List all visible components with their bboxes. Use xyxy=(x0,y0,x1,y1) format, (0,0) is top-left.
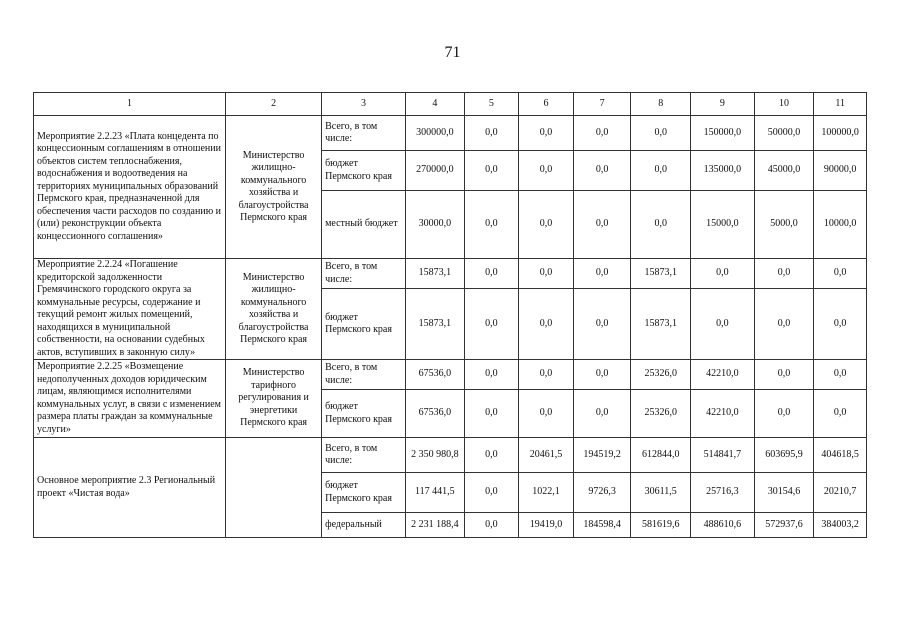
column-number: 11 xyxy=(814,93,867,116)
value-cell: 150000,0 xyxy=(691,116,755,151)
value-cell: 42210,0 xyxy=(691,360,755,390)
value-cell: 0,0 xyxy=(573,360,631,390)
value-cell: 0,0 xyxy=(814,289,867,360)
executor-cell: Министерство жилищно-коммунального хозяйства и благоустройства Пермского края xyxy=(226,116,322,259)
table-row xyxy=(34,438,867,473)
value-cell: 20210,7 xyxy=(814,473,867,513)
value-cell: 15873,1 xyxy=(631,259,691,289)
value-cell: 100000,0 xyxy=(814,116,867,151)
value-cell: 25326,0 xyxy=(631,360,691,390)
value-cell: 15873,1 xyxy=(631,289,691,360)
value-cell: 0,0 xyxy=(573,259,631,289)
column-number: 3 xyxy=(322,93,406,116)
value-cell: 0,0 xyxy=(814,259,867,289)
value-cell: 0,0 xyxy=(814,390,867,438)
funding-source: бюджет Пермского края xyxy=(322,390,406,438)
value-cell: 0,0 xyxy=(573,151,631,191)
value-cell: 5000,0 xyxy=(754,191,814,259)
column-number: 10 xyxy=(754,93,814,116)
value-cell: 603695,9 xyxy=(754,438,814,473)
funding-source: местный бюджет xyxy=(322,191,406,259)
value-cell: 0,0 xyxy=(464,151,519,191)
funding-source: бюджет Пермского края xyxy=(322,473,406,513)
column-number: 7 xyxy=(573,93,631,116)
value-cell: 184598,4 xyxy=(573,513,631,538)
executor-cell: Министерство жилищно-коммунального хозяйства и благоустройства Пермского края xyxy=(226,259,322,360)
budget-table xyxy=(33,92,867,538)
measure-title: Основное мероприятие 2.3 Региональный проект «Чистая вода» xyxy=(34,438,226,538)
value-cell: 45000,0 xyxy=(754,151,814,191)
value-cell: 0,0 xyxy=(519,259,574,289)
value-cell: 2 231 188,4 xyxy=(406,513,465,538)
value-cell: 0,0 xyxy=(573,116,631,151)
value-cell: 0,0 xyxy=(573,390,631,438)
funding-source: бюджет Пермского края xyxy=(322,289,406,360)
value-cell: 0,0 xyxy=(519,289,574,360)
value-cell: 0,0 xyxy=(519,191,574,259)
value-cell: 0,0 xyxy=(464,438,519,473)
value-cell: 67536,0 xyxy=(406,360,465,390)
value-cell: 0,0 xyxy=(464,473,519,513)
value-cell: 90000,0 xyxy=(814,151,867,191)
value-cell: 135000,0 xyxy=(691,151,755,191)
value-cell: 25716,3 xyxy=(691,473,755,513)
value-cell: 0,0 xyxy=(631,191,691,259)
measure-title: Мероприятие 2.2.23 «Плата концедента по концессионным соглашениям в отношении объектов систем теплоснабжения, водоснабжения и водоотведения на территориях муниципальных образований Пермского края, предназначенной для обеспечения части расходов по созданию и (или) реконструкции объекта концессионного соглашения» xyxy=(34,116,226,259)
value-cell: 0,0 xyxy=(464,390,519,438)
value-cell: 488610,6 xyxy=(691,513,755,538)
value-cell: 10000,0 xyxy=(814,191,867,259)
value-cell: 2 350 980,8 xyxy=(406,438,465,473)
funding-source: Всего, в том числе: xyxy=(322,360,406,390)
value-cell: 0,0 xyxy=(631,151,691,191)
page-number: 71 xyxy=(444,44,461,61)
funding-source: федеральный xyxy=(322,513,406,538)
value-cell: 0,0 xyxy=(464,116,519,151)
value-cell: 0,0 xyxy=(754,360,814,390)
column-number: 8 xyxy=(631,93,691,116)
value-cell: 270000,0 xyxy=(406,151,465,191)
value-cell: 15000,0 xyxy=(691,191,755,259)
value-cell: 0,0 xyxy=(691,259,755,289)
value-cell: 404618,5 xyxy=(814,438,867,473)
value-cell: 15873,1 xyxy=(406,289,465,360)
column-number: 2 xyxy=(226,93,322,116)
value-cell: 0,0 xyxy=(464,360,519,390)
table-row xyxy=(34,259,867,289)
value-cell: 581619,6 xyxy=(631,513,691,538)
value-cell: 300000,0 xyxy=(406,116,465,151)
measure-title: Мероприятие 2.2.25 «Возмещение недополученных доходов юридическим лицам, являющимся исполнителями коммунальных услуг, в связи с изменением размера платы граждан за коммунальные услуги» xyxy=(34,360,226,438)
funding-source: бюджет Пермского края xyxy=(322,151,406,191)
value-cell: 194519,2 xyxy=(573,438,631,473)
column-number: 4 xyxy=(406,93,465,116)
value-cell: 0,0 xyxy=(464,289,519,360)
value-cell: 0,0 xyxy=(464,513,519,538)
column-number-row xyxy=(34,93,867,116)
value-cell: 117 441,5 xyxy=(406,473,465,513)
funding-source: Всего, в том числе: xyxy=(322,438,406,473)
value-cell: 42210,0 xyxy=(691,390,755,438)
value-cell: 0,0 xyxy=(464,259,519,289)
value-cell: 30000,0 xyxy=(406,191,465,259)
value-cell: 612844,0 xyxy=(631,438,691,473)
value-cell: 384003,2 xyxy=(814,513,867,538)
value-cell: 0,0 xyxy=(519,116,574,151)
value-cell: 0,0 xyxy=(631,116,691,151)
value-cell: 30611,5 xyxy=(631,473,691,513)
value-cell: 572937,6 xyxy=(754,513,814,538)
value-cell: 514841,7 xyxy=(691,438,755,473)
value-cell: 0,0 xyxy=(691,289,755,360)
value-cell: 20461,5 xyxy=(519,438,574,473)
table-row xyxy=(34,116,867,151)
value-cell: 15873,1 xyxy=(406,259,465,289)
value-cell: 0,0 xyxy=(519,390,574,438)
value-cell: 0,0 xyxy=(814,360,867,390)
value-cell: 0,0 xyxy=(519,360,574,390)
value-cell: 25326,0 xyxy=(631,390,691,438)
value-cell: 0,0 xyxy=(754,289,814,360)
value-cell: 0,0 xyxy=(519,151,574,191)
executor-cell xyxy=(226,438,322,538)
column-number: 6 xyxy=(519,93,574,116)
funding-source: Всего, в том числе: xyxy=(322,116,406,151)
value-cell: 0,0 xyxy=(464,191,519,259)
value-cell: 0,0 xyxy=(573,191,631,259)
value-cell: 1022,1 xyxy=(519,473,574,513)
funding-source: Всего, в том числе: xyxy=(322,259,406,289)
value-cell: 9726,3 xyxy=(573,473,631,513)
value-cell: 0,0 xyxy=(573,289,631,360)
column-number: 5 xyxy=(464,93,519,116)
value-cell: 0,0 xyxy=(754,390,814,438)
value-cell: 19419,0 xyxy=(519,513,574,538)
value-cell: 30154,6 xyxy=(754,473,814,513)
measure-title: Мероприятие 2.2.24 «Погашение кредиторской задолженности Гремячинского городского округа за коммунальные ресурсы, содержание и текущий ремонт жилых помещений, находящихся в муниципальной собственности, на основании судебных актов, вступивших в законную силу» xyxy=(34,259,226,360)
value-cell: 50000,0 xyxy=(754,116,814,151)
value-cell: 0,0 xyxy=(754,259,814,289)
table-row xyxy=(34,360,867,390)
column-number: 9 xyxy=(691,93,755,116)
column-number: 1 xyxy=(34,93,226,116)
executor-cell: Министерство тарифного регулирования и энергетики Пермского края xyxy=(226,360,322,438)
value-cell: 67536,0 xyxy=(406,390,465,438)
